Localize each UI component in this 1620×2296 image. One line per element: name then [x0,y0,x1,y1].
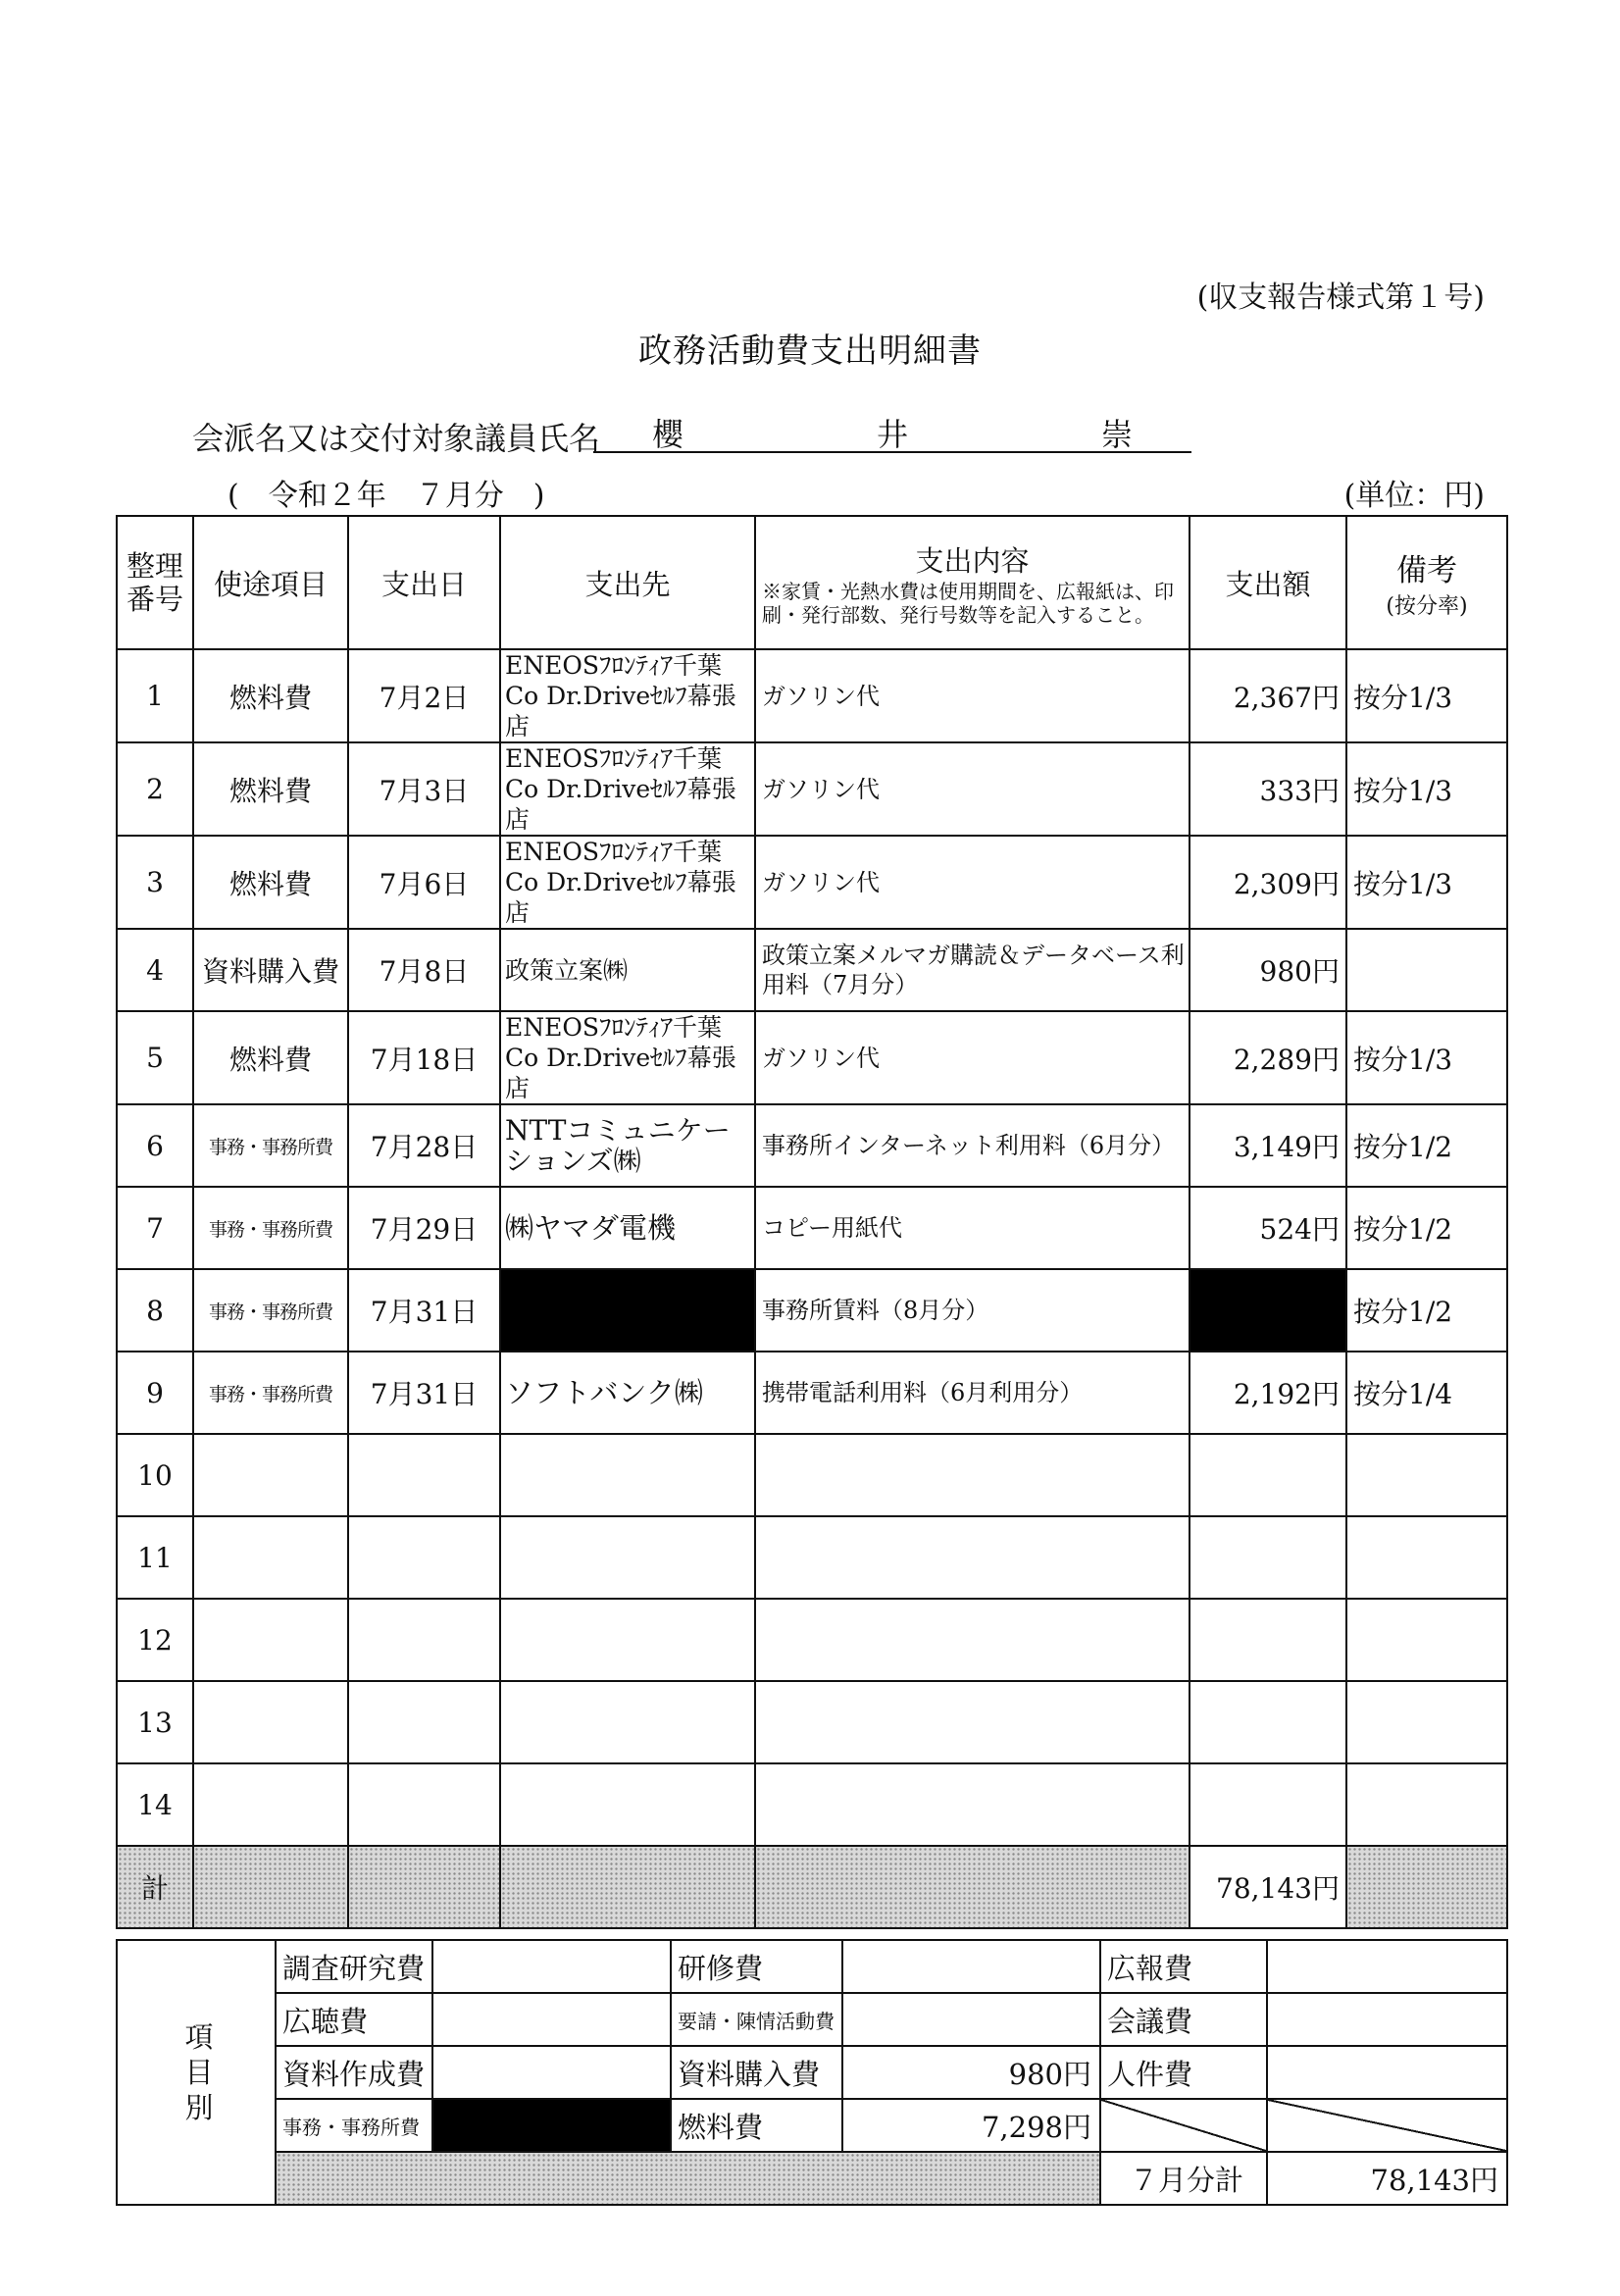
content-title: 支出内容 [915,543,1030,578]
remarks-title: 備考 [1396,553,1457,588]
shaded-cell [500,1846,755,1928]
col-date: 支出日 [348,516,500,649]
row-amount: 2,309円 [1190,836,1346,929]
row-date [348,1681,500,1763]
item-pr: 広報費 [1100,1940,1267,1993]
table-header-row [117,516,1507,649]
row-amount [1190,1681,1346,1763]
row-payee [500,1516,755,1599]
unit-label: (単位：円) [1343,479,1485,513]
row-content: ガソリン代 [755,836,1190,929]
content-note: ※家賃・光熱水費は使用期間を、広報紙は、印刷・発行部数、発行号数等を記入すること。 [762,579,1174,627]
name-part: 井 [876,416,908,453]
row-payee: ソフトバンク㈱ [500,1352,755,1434]
redacted-amount [1190,1269,1346,1352]
total-row [117,1846,1507,1928]
col-content [755,516,1190,649]
col-amount: 支出額 [1190,516,1346,649]
row-payee: ENEOSﾌﾛﾝﾃｨｱ千葉Co Dr.Driveｾﾙﾌ幕張店 [500,836,755,929]
row-remarks [1346,1516,1507,1599]
month-total-amount: 78,143円 [1267,2152,1507,2205]
summary-row [117,2046,1507,2099]
member-name [593,410,1191,453]
row-content: 事務所インターネット利用料（6月分） [755,1104,1190,1187]
shaded-cell [193,1846,348,1928]
item-petition-amount [842,1993,1100,2046]
row-remarks: 按分1/3 [1346,649,1507,742]
row-remarks: 按分1/3 [1346,836,1507,929]
row-amount: 333円 [1190,742,1346,836]
row-no: 6 [117,1104,193,1187]
row-no: 3 [117,836,193,929]
row-content [755,1763,1190,1846]
remarks-sub: (按分率) [1386,594,1468,619]
row-content: ガソリン代 [755,1011,1190,1104]
row-date: 7月8日 [348,929,500,1011]
row-remarks: 按分1/4 [1346,1352,1507,1434]
shaded-cell [755,1846,1190,1928]
row-category: 燃料費 [193,836,348,929]
item-hearing: 広聴費 [276,1993,432,2046]
row-remarks: 按分1/2 [1346,1187,1507,1269]
row-payee: ㈱ヤマダ電機 [500,1187,755,1269]
row-no: 4 [117,929,193,1011]
expense-table [116,515,1508,1929]
table-row [117,1763,1507,1846]
row-payee [500,1763,755,1846]
row-category: 事務・事務所費 [193,1269,348,1352]
summary-row [117,1940,1507,1993]
item-meeting-amount [1267,1993,1507,2046]
row-category [193,1763,348,1846]
diagonal-cell [1100,2099,1267,2152]
item-purchase-amount: 980円 [842,2046,1100,2099]
item-fuel-amount: 7,298円 [842,2099,1100,2152]
row-payee [500,1681,755,1763]
table-row [117,929,1507,1011]
row-date: 7月31日 [348,1269,500,1352]
row-amount [1190,1599,1346,1681]
row-payee [500,1599,755,1681]
name-part: 崇 [1100,416,1133,453]
item-office: 事務・事務所費 [276,2099,432,2152]
total-amount: 78,143円 [1190,1846,1346,1928]
row-remarks [1346,1681,1507,1763]
table-row [117,1681,1507,1763]
col-payee: 支出先 [500,516,755,649]
row-amount: 3,149円 [1190,1104,1346,1187]
row-category: 燃料費 [193,742,348,836]
table-row [117,1104,1507,1187]
redacted-payee [500,1269,755,1352]
summary-row [117,2099,1507,2152]
row-category: 燃料費 [193,1011,348,1104]
row-amount: 2,367円 [1190,649,1346,742]
row-remarks [1346,1434,1507,1516]
row-content: ガソリン代 [755,649,1190,742]
item-document: 資料作成費 [276,2046,432,2099]
month-total-label: ７月分計 [1100,2152,1267,2205]
shaded-cell [1346,1846,1507,1928]
item-personnel: 人件費 [1100,2046,1267,2099]
row-no: 5 [117,1011,193,1104]
row-content: 携帯電話利用料（6月利用分） [755,1352,1190,1434]
row-payee: ENEOSﾌﾛﾝﾃｨｱ千葉Co Dr.Driveｾﾙﾌ幕張店 [500,649,755,742]
row-category: 資料購入費 [193,929,348,1011]
row-no: 12 [117,1599,193,1681]
document-title: 政務活動費支出明細書 [638,332,982,371]
col-no: 整理番号 [117,516,193,649]
item-research: 調査研究費 [276,1940,432,1993]
row-amount: 2,192円 [1190,1352,1346,1434]
row-payee: NTTコミュニケーションズ㈱ [500,1104,755,1187]
row-date [348,1763,500,1846]
shaded-cell [276,2152,1100,2205]
row-amount [1190,1434,1346,1516]
shaded-cell [348,1846,500,1928]
row-amount [1190,1763,1346,1846]
item-pr-amount [1267,1940,1507,1993]
row-category: 燃料費 [193,649,348,742]
row-date: 7月29日 [348,1187,500,1269]
row-content: 政策立案メルマガ購読＆データベース利用料（7月分） [755,929,1190,1011]
row-category [193,1516,348,1599]
row-remarks: 按分1/3 [1346,742,1507,836]
row-date [348,1516,500,1599]
row-content: ガソリン代 [755,742,1190,836]
row-amount: 524円 [1190,1187,1346,1269]
item-petition: 要請・陳情活動費 [671,1993,842,2046]
item-document-amount [432,2046,671,2099]
item-hearing-amount [432,1993,671,2046]
row-amount: 980円 [1190,929,1346,1011]
row-date: 7月28日 [348,1104,500,1187]
row-payee: ENEOSﾌﾛﾝﾃｨｱ千葉Co Dr.Driveｾﾙﾌ幕張店 [500,1011,755,1104]
row-payee: ENEOSﾌﾛﾝﾃｨｱ千葉Co Dr.Driveｾﾙﾌ幕張店 [500,742,755,836]
row-payee: 政策立案㈱ [500,929,755,1011]
item-personnel-amount [1267,2046,1507,2099]
name-part: 櫻 [652,416,684,453]
row-category: 事務・事務所費 [193,1104,348,1187]
row-no: 1 [117,649,193,742]
row-amount [1190,1516,1346,1599]
row-content [755,1599,1190,1681]
row-content [755,1516,1190,1599]
summary-side-label: 項目別 [117,1940,276,2205]
redacted-office-amount [432,2099,671,2152]
table-row [117,1011,1507,1104]
item-training-amount [842,1940,1100,1993]
item-fuel: 燃料費 [671,2099,842,2152]
item-purchase: 資料購入費 [671,2046,842,2099]
row-no: 13 [117,1681,193,1763]
row-date [348,1434,500,1516]
table-row [117,1516,1507,1599]
form-number: (収支報告様式第１号) [1196,281,1485,315]
row-payee [500,1434,755,1516]
row-no: 7 [117,1187,193,1269]
table-row [117,1434,1507,1516]
row-content: 事務所賃料（8月分） [755,1269,1190,1352]
table-row [117,1269,1507,1352]
row-remarks [1346,1599,1507,1681]
row-remarks [1346,929,1507,1011]
table-row [117,742,1507,836]
col-category: 使途項目 [193,516,348,649]
table-row [117,836,1507,929]
row-category: 事務・事務所費 [193,1187,348,1269]
item-training: 研修費 [671,1940,842,1993]
row-no: 8 [117,1269,193,1352]
row-remarks: 按分1/3 [1346,1011,1507,1104]
diagonal-cell [1267,2099,1507,2152]
row-date: 7月6日 [348,836,500,929]
name-label: 会派名又は交付対象議員氏名 [192,420,601,457]
row-no: 9 [117,1352,193,1434]
table-row [117,1599,1507,1681]
row-content [755,1434,1190,1516]
col-remarks [1346,516,1507,649]
row-category [193,1434,348,1516]
period: ( 令和２年 ７月分 ) [228,479,545,513]
row-remarks: 按分1/2 [1346,1104,1507,1187]
row-remarks: 按分1/2 [1346,1269,1507,1352]
row-no: 14 [117,1763,193,1846]
row-category: 事務・事務所費 [193,1352,348,1434]
summary-row [117,1993,1507,2046]
row-no: 11 [117,1516,193,1599]
row-no: 2 [117,742,193,836]
row-remarks [1346,1763,1507,1846]
row-date: 7月2日 [348,649,500,742]
row-date: 7月3日 [348,742,500,836]
item-research-amount [432,1940,671,1993]
row-amount: 2,289円 [1190,1011,1346,1104]
row-date [348,1599,500,1681]
total-label: 計 [117,1846,193,1928]
row-category [193,1681,348,1763]
summary-total-row [117,2152,1507,2205]
table-row [117,1352,1507,1434]
table-row [117,649,1507,742]
item-meeting: 会議費 [1100,1993,1267,2046]
row-no: 10 [117,1434,193,1516]
row-content [755,1681,1190,1763]
table-row [117,1187,1507,1269]
row-date: 7月18日 [348,1011,500,1104]
row-content: コピー用紙代 [755,1187,1190,1269]
row-category [193,1599,348,1681]
row-date: 7月31日 [348,1352,500,1434]
summary-table [116,1939,1508,2206]
